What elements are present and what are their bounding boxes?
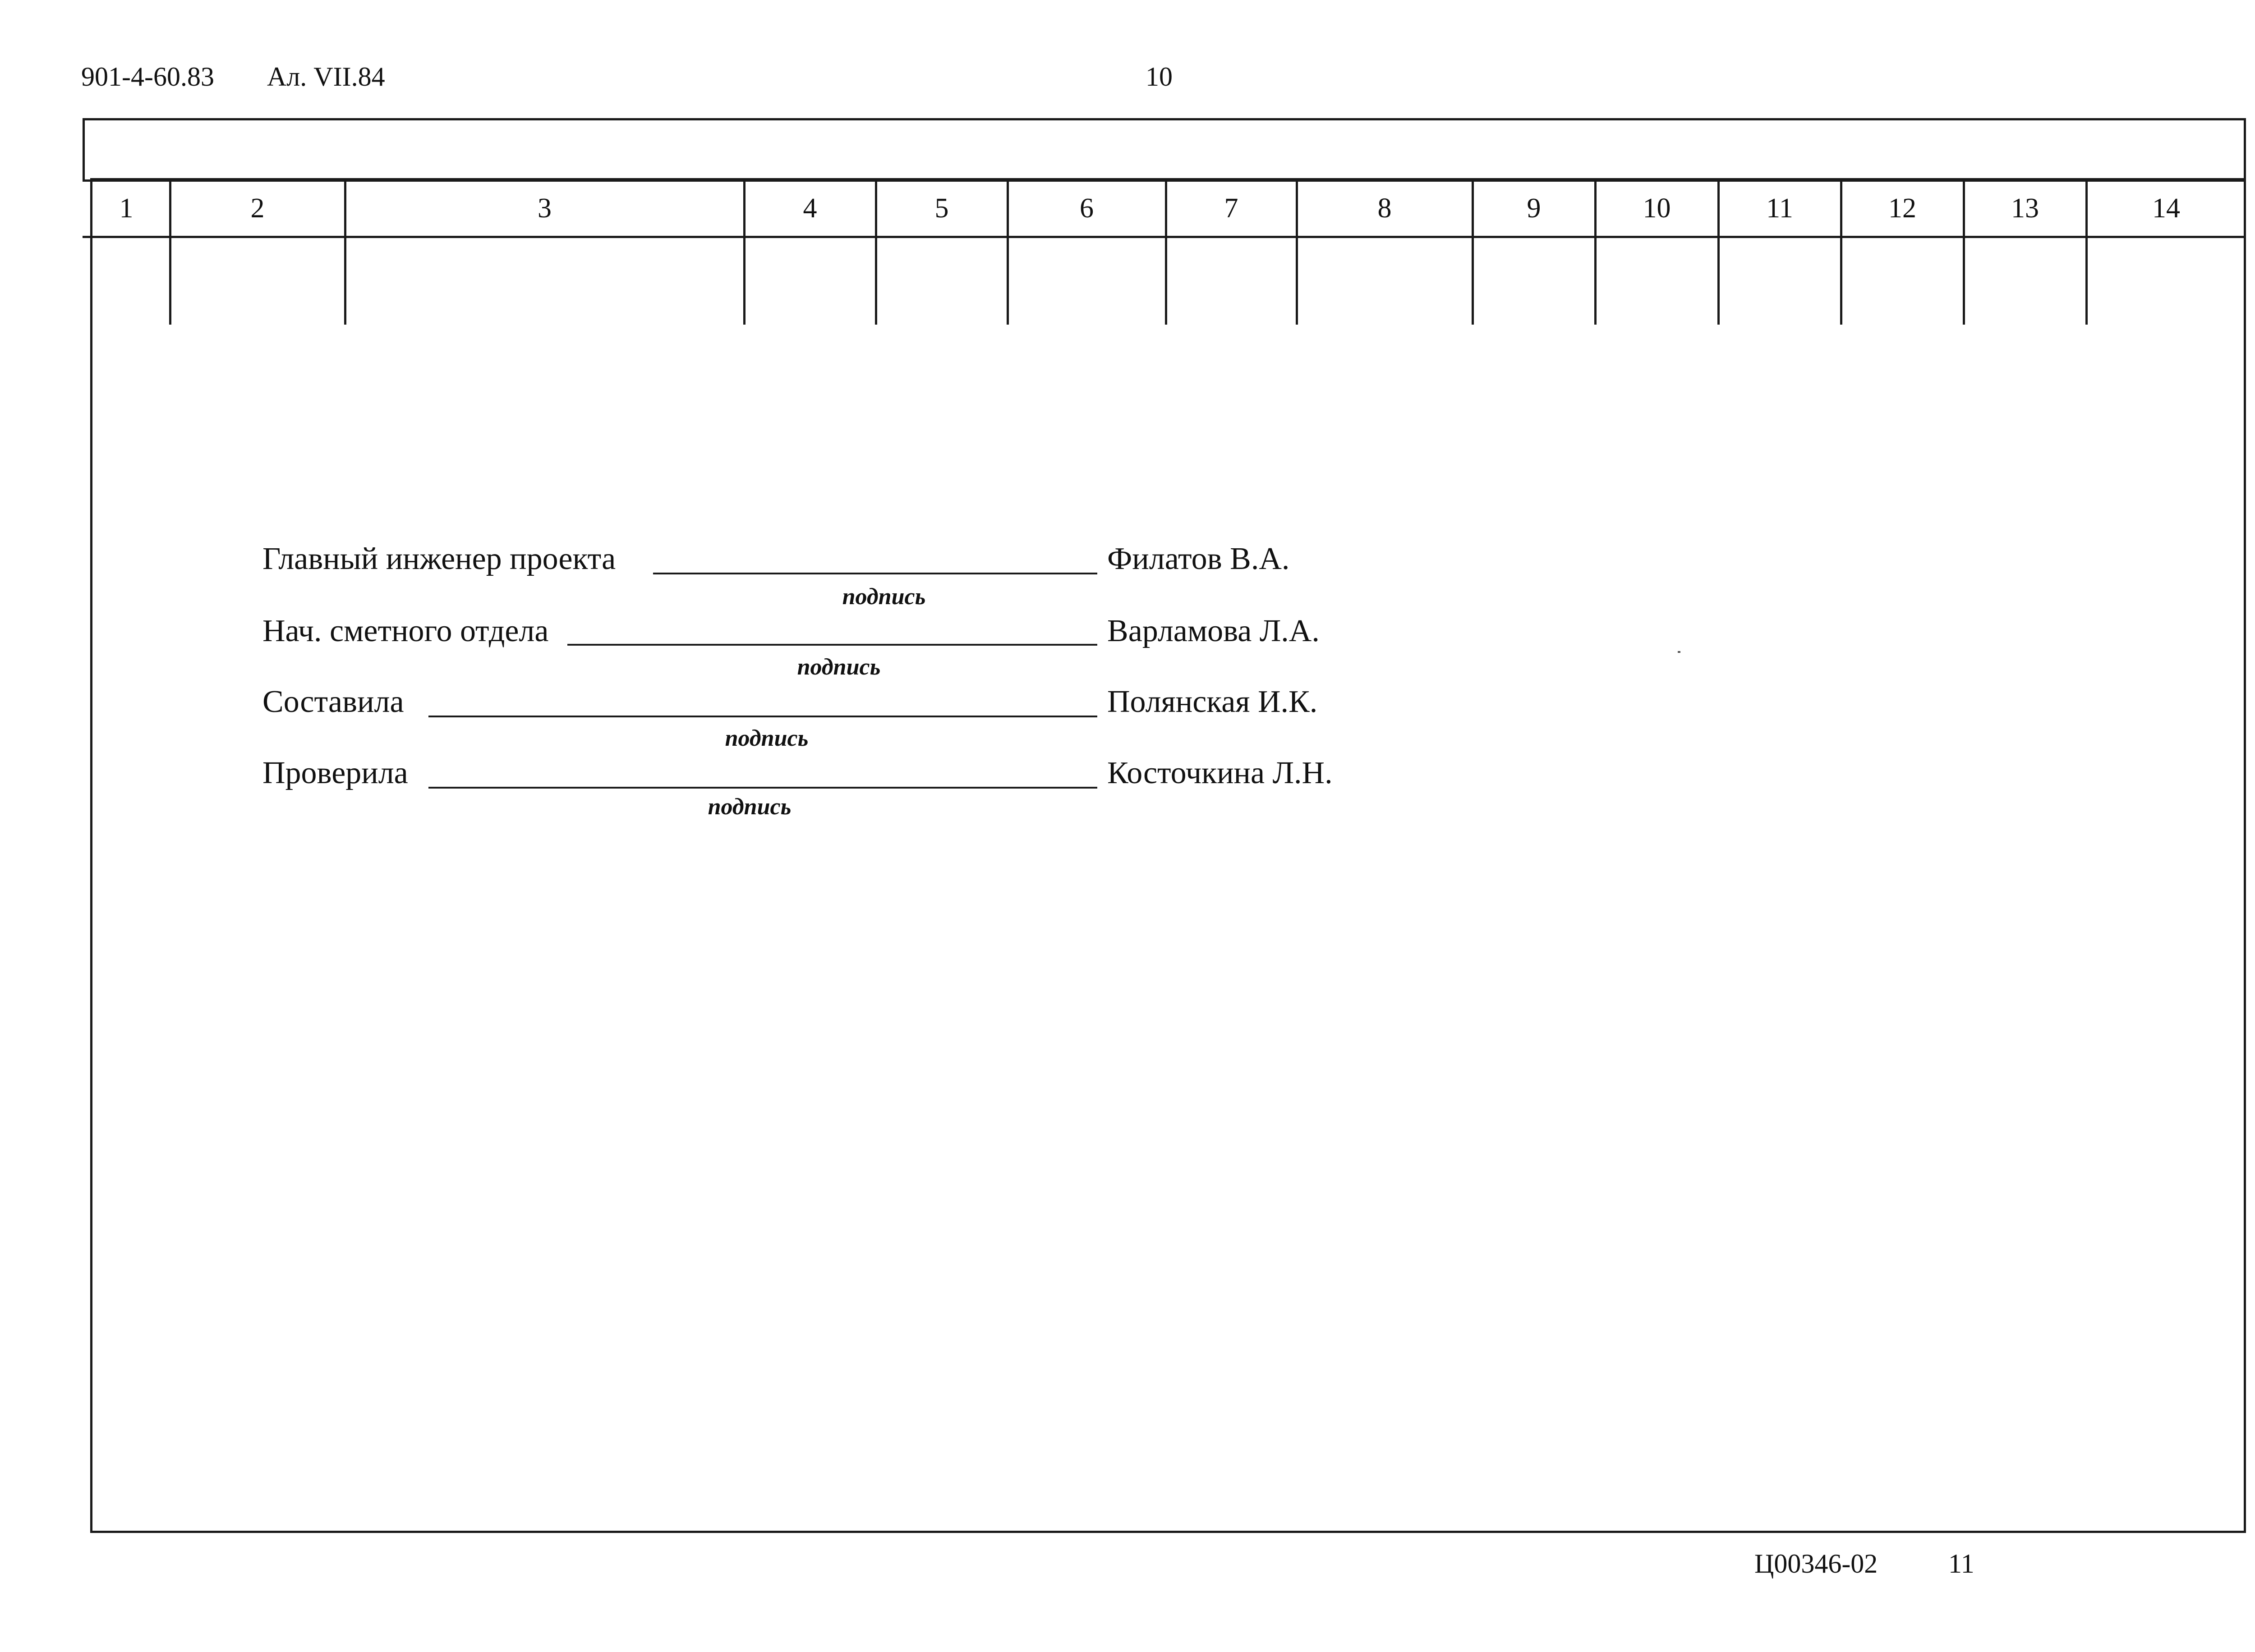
signatory-name: Косточкина Л.Н. [1107,756,1333,790]
column-number: 14 [2152,193,2180,224]
page-number: 10 [1146,62,1173,92]
column-number: 12 [1888,193,1916,224]
signature-role: Составила [262,684,404,719]
table-header-frame [83,118,2246,181]
signature-line [653,573,1097,574]
signature-caption: подпись [708,794,792,820]
column-number: 8 [1377,193,1392,224]
signature-role: Проверила [262,756,408,790]
document-code: 901-4-60.83 [81,62,214,92]
column-number: 4 [803,193,817,224]
column-number: 6 [1080,193,1094,224]
column-number: 7 [1224,193,1238,224]
page-frame [90,178,2246,1533]
signatory-name: Варламова Л.А. [1107,614,1320,648]
signature-line [567,644,1097,646]
column-number: 1 [119,193,133,224]
column-number: 3 [538,193,552,224]
footer-code: Ц00346-02 [1754,1549,1878,1579]
signatory-name: Филатов В.А. [1107,541,1290,576]
signatory-name: Полянская И.К. [1107,684,1318,719]
signature-role: Нач. сметного отдела [262,614,549,648]
column-number: 9 [1527,193,1541,224]
scan-speck [1678,651,1680,653]
signature-line [428,787,1097,789]
column-number: 5 [934,193,949,224]
footer-sheet-number: 11 [1948,1549,1974,1579]
signature-caption: подпись [797,654,881,680]
column-number: 2 [250,193,265,224]
signature-line [428,716,1097,717]
signature-caption: подпись [725,725,809,751]
column-number: 11 [1766,193,1793,224]
column-number: 10 [1643,193,1671,224]
album-number: Ал. VII.84 [267,62,385,92]
signature-caption: подпись [842,584,926,610]
column-number: 13 [2011,193,2039,224]
signature-role: Главный инженер проекта [262,541,616,576]
